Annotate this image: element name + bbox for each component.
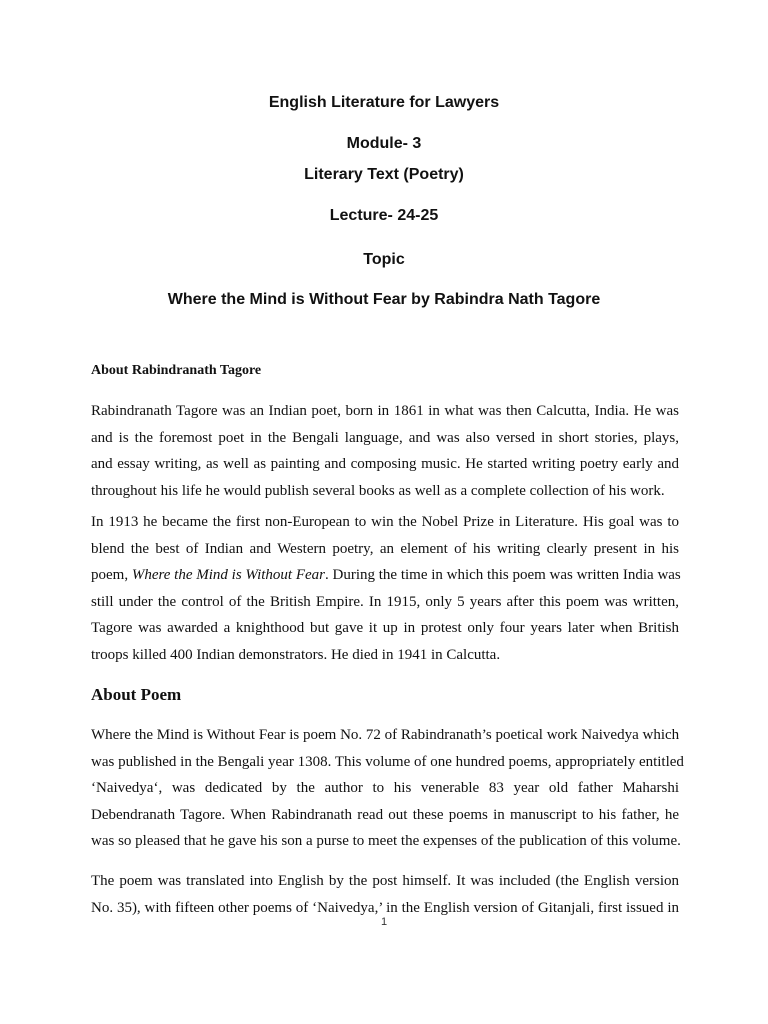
- text-line: No. 35), with fifteen other poems of ‘Naivedya,’ in the English version of Gitanjali, first issued in: [91, 899, 679, 916]
- module-number: Module- 3: [346, 135, 422, 152]
- topic-label: Topic: [363, 251, 405, 268]
- text-line: and essay writing, as well as painting and composing music. He started writing poetry early and: [91, 456, 679, 472]
- text-line: and is the foremost poet in the Bengali language, and was also versed in short stories, plays,: [91, 429, 679, 446]
- text-line: throughout his life he would publish several books as well as a complete collection of his work.: [91, 482, 665, 499]
- text-fragment: poem,: [91, 567, 132, 583]
- text-line: still under the control of the British Empire. In 1915, only 5 years after this poem was written,: [91, 593, 679, 610]
- text-line: In 1913 he became the first non-European to win the Nobel Prize in Literature. His goal was to: [91, 514, 679, 530]
- topic-title: Where the Mind is Without Fear by Rabindra Nath Tagore: [167, 291, 601, 308]
- paragraph-poem-origin: [91, 722, 684, 855]
- text-line: Debendranath Tagore. When Rabindranath read out these poems in manuscript to his father, he: [91, 806, 679, 823]
- text-line: The poem was translated into English by the post himself. It was included (the English version: [91, 873, 679, 889]
- text-line: Tagore was awarded a knighthood but gave it up in protest only four years later when British: [91, 620, 679, 636]
- text-line: was so pleased that he gave his son a purse to meet the expenses of the publication of this volume.: [91, 833, 681, 849]
- text-line: Where the Mind is Without Fear is poem No. 72 of Rabindranath’s poetical work Naivedya which: [91, 727, 680, 743]
- paragraph-tagore-bio: [91, 398, 679, 504]
- section-heading-about-tagore: About Rabindranath Tagore: [91, 363, 262, 378]
- course-title: English Literature for Lawyers: [268, 94, 500, 111]
- text-line: was published in the Bengali year 1308. This volume of one hundred poems, appropriately entitled: [91, 753, 684, 770]
- lecture-number: Lecture- 24-25: [329, 207, 439, 224]
- paragraph-poem-translation: [91, 868, 679, 921]
- poem-title-italic: Where the Mind is Without Fear: [131, 567, 325, 583]
- section-heading-about-poem: About Poem: [91, 685, 182, 704]
- module-subtitle: Literary Text (Poetry): [304, 166, 464, 183]
- text-fragment: . During the time in which this poem was written India was: [325, 567, 681, 583]
- paragraph-tagore-nobel: [91, 509, 679, 668]
- text-line-with-title: [91, 562, 679, 589]
- text-line: troops killed 400 Indian demonstrators. He died in 1941 in Calcutta.: [91, 646, 501, 663]
- text-line: blend the best of Indian and Western poetry, an element of his writing clearly present in his: [91, 540, 679, 557]
- text-line: ‘Naivedya‘, was dedicated by the author to his venerable 83 year old father Maharshi: [91, 780, 679, 796]
- page-number: 1: [380, 916, 388, 928]
- text-line: Rabindranath Tagore was an Indian poet, born in 1861 in what was then Calcutta, India. He was: [91, 403, 679, 419]
